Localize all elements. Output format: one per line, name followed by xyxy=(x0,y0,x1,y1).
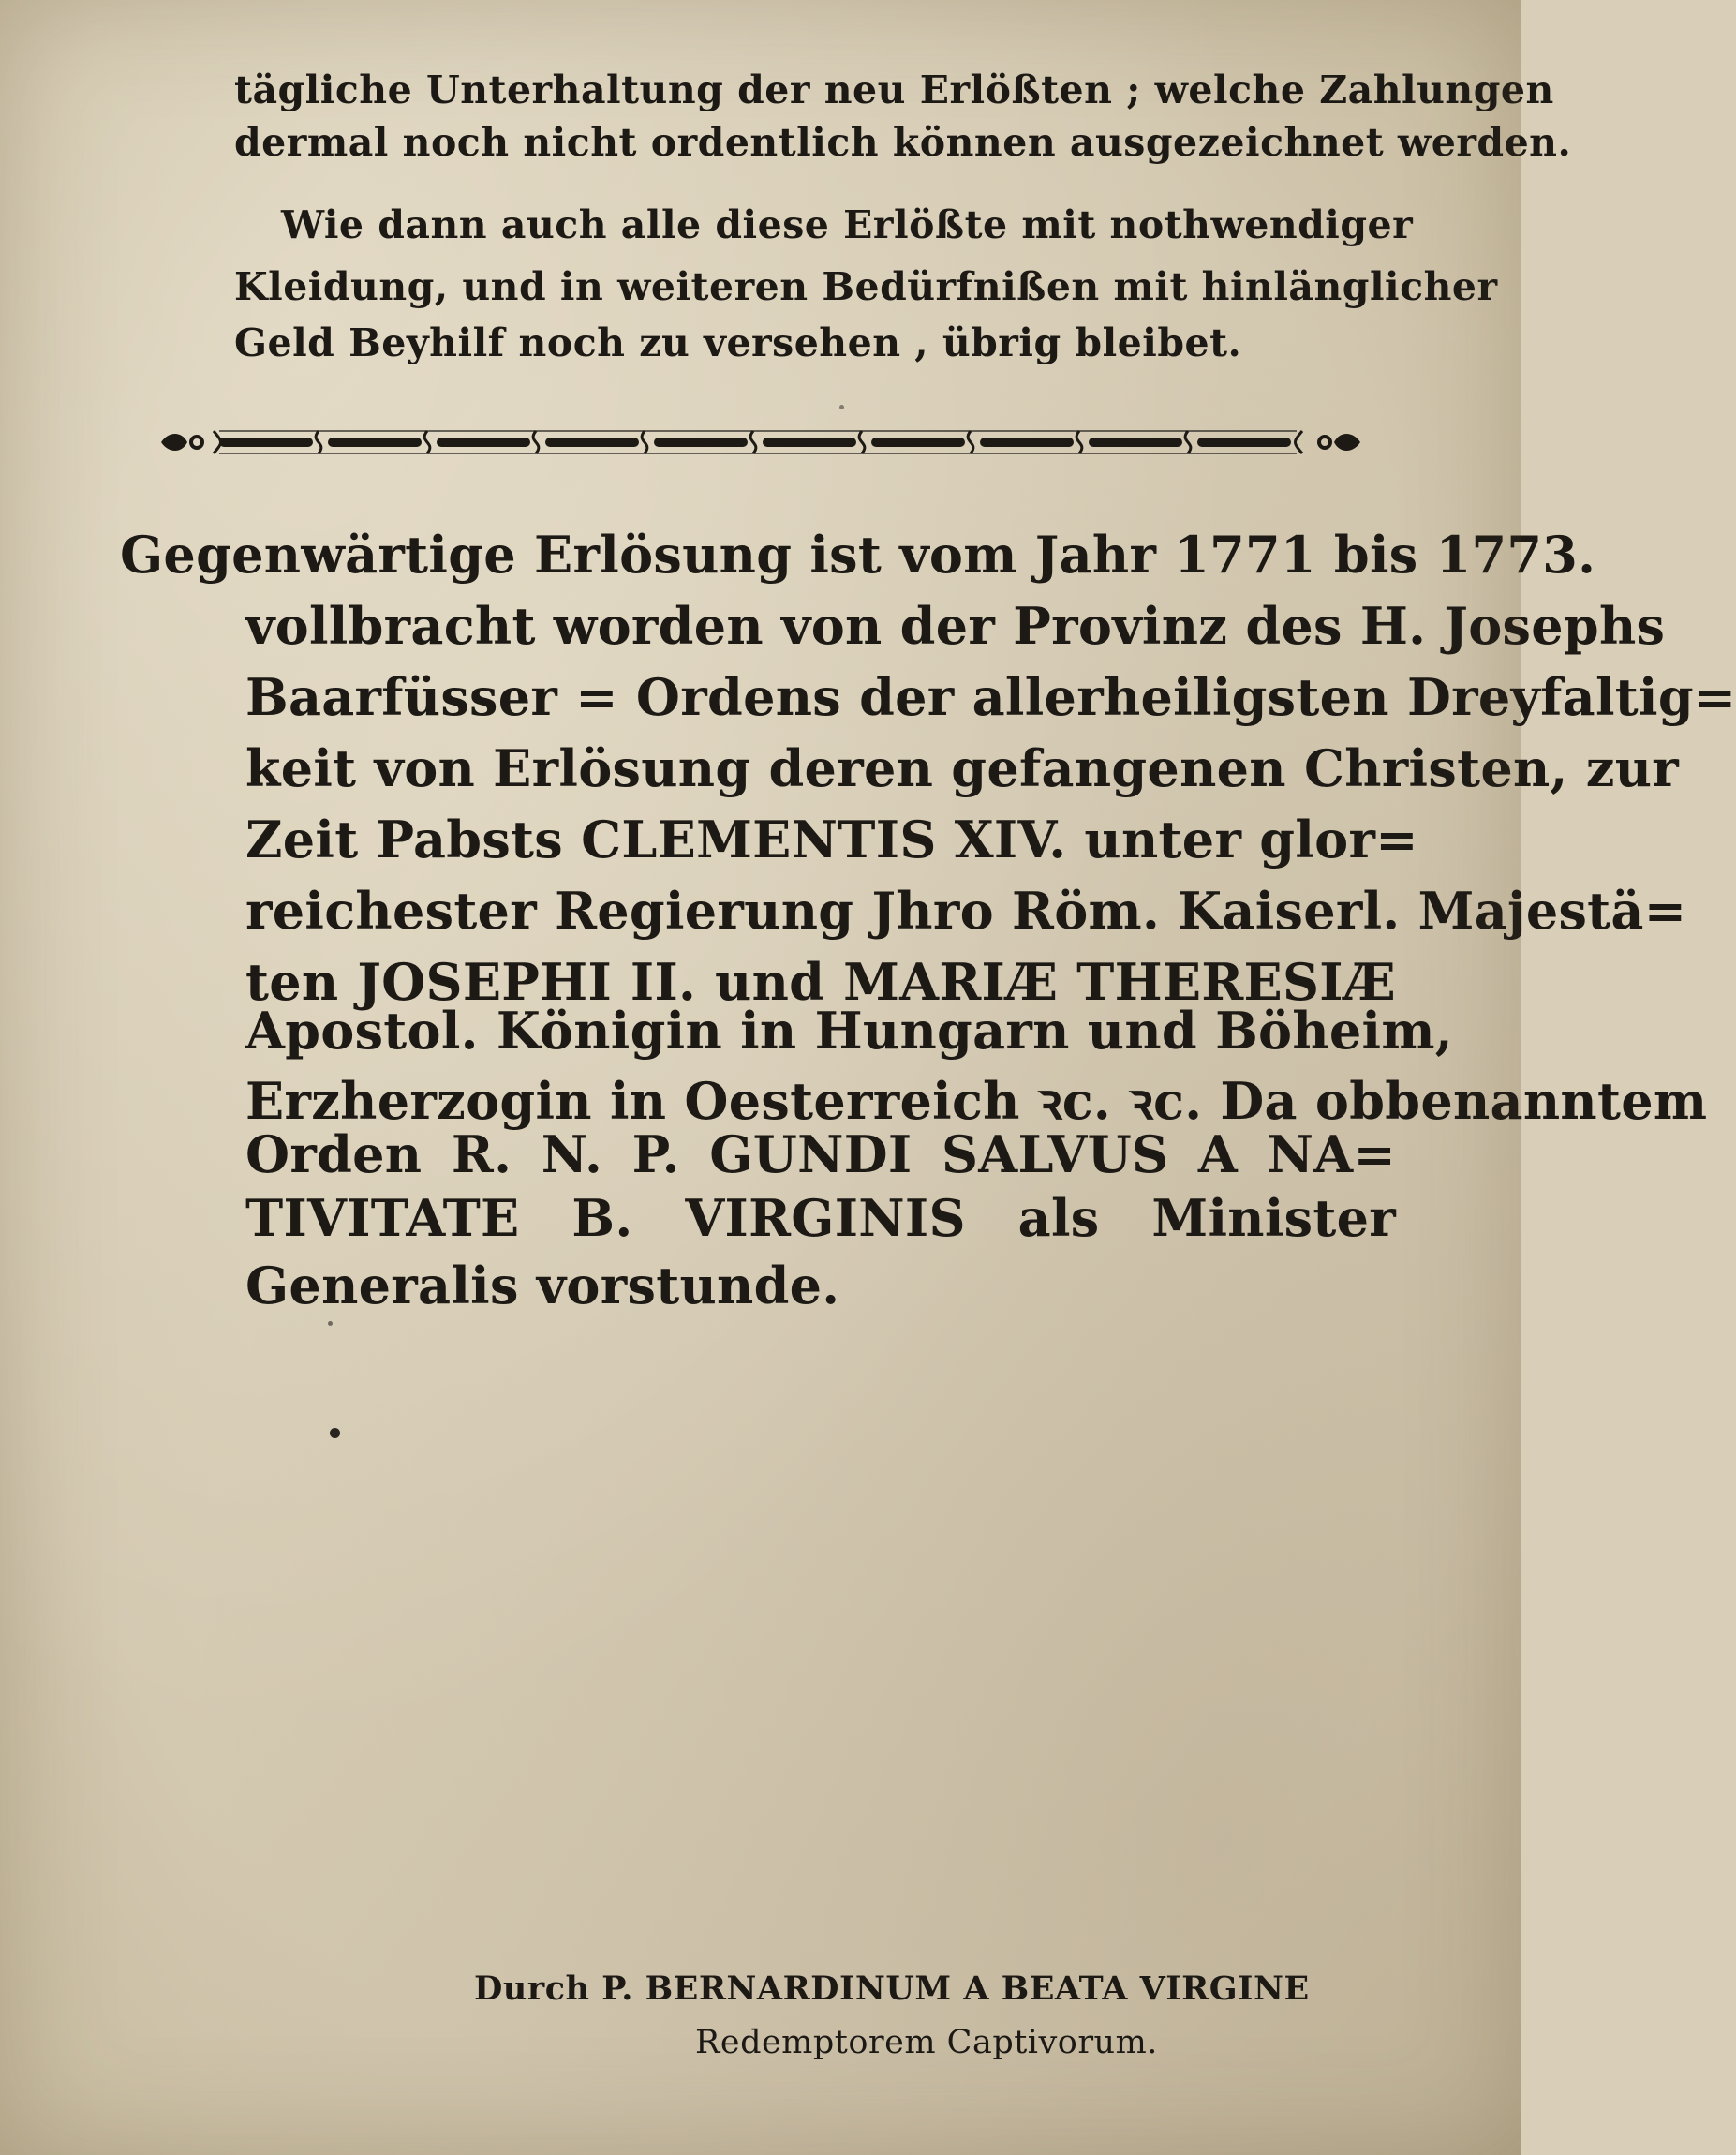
main-line-4: keit von Erlösung deren gefangenen Christen, zur xyxy=(245,738,1680,798)
main-line-5: Zeit Pabsts CLEMENTIS XIV. unter glor= xyxy=(245,810,1418,869)
main-line-9: Erzherzogin in Oesterreich ꝛc. ꝛc. Da obbenanntem xyxy=(245,1071,1708,1131)
paragraph-2-line-2: Kleidung, und in weiteren Bedürfnißen mit hinlänglicher xyxy=(234,264,1498,309)
main-line-6: reichester Regierung Jhro Röm. Kaiserl. Majestä= xyxy=(245,881,1687,941)
main-line-12: Generalis vorstunde. xyxy=(245,1256,840,1315)
ink-spot xyxy=(330,1428,340,1438)
main-line-3: Baarfüsser = Ordens der allerheiligsten Dreyfaltig= xyxy=(245,667,1736,727)
paragraph-2-line-3: Geld Beyhilf noch zu versehen , übrig bleibet. xyxy=(234,320,1242,365)
ink-spot xyxy=(839,405,844,409)
main-line-8: Apostol. Königin in Hungarn und Böheim, xyxy=(245,1001,1453,1061)
main-line-11: TIVITATE B. VIRGINIS als Minister xyxy=(245,1188,1396,1248)
signature-line-1: Durch P. BERNARDINUM A BEATA VIRGINE xyxy=(474,1969,1310,2008)
signature-line-2: Redemptorem Captivorum. xyxy=(695,2024,1158,2061)
paragraph-2-line-1: Wie dann auch alle diese Erlößte mit nothwendiger xyxy=(281,202,1414,247)
main-line-1: Gegenwärtige Erlösung ist vom Jahr 1771 bis 1773. xyxy=(120,525,1596,585)
paragraph-1-line-1: tägliche Unterhaltung der neu Erlößten ; welche Zahlungen xyxy=(234,67,1554,112)
main-line-7: ten JOSEPHI II. und MARIÆ THERESIÆ xyxy=(245,952,1396,1012)
paragraph-1-line-2: dermal noch nicht ordentlich können ausgezeichnet werden. xyxy=(234,120,1572,165)
main-line-2: vollbracht worden von der Provinz des H. Josephs xyxy=(245,596,1666,656)
main-line-10: Orden R. N. P. GUNDI SALVUS A NA= xyxy=(245,1124,1396,1184)
ink-spot xyxy=(328,1321,333,1326)
ornamental-divider xyxy=(161,424,1360,461)
